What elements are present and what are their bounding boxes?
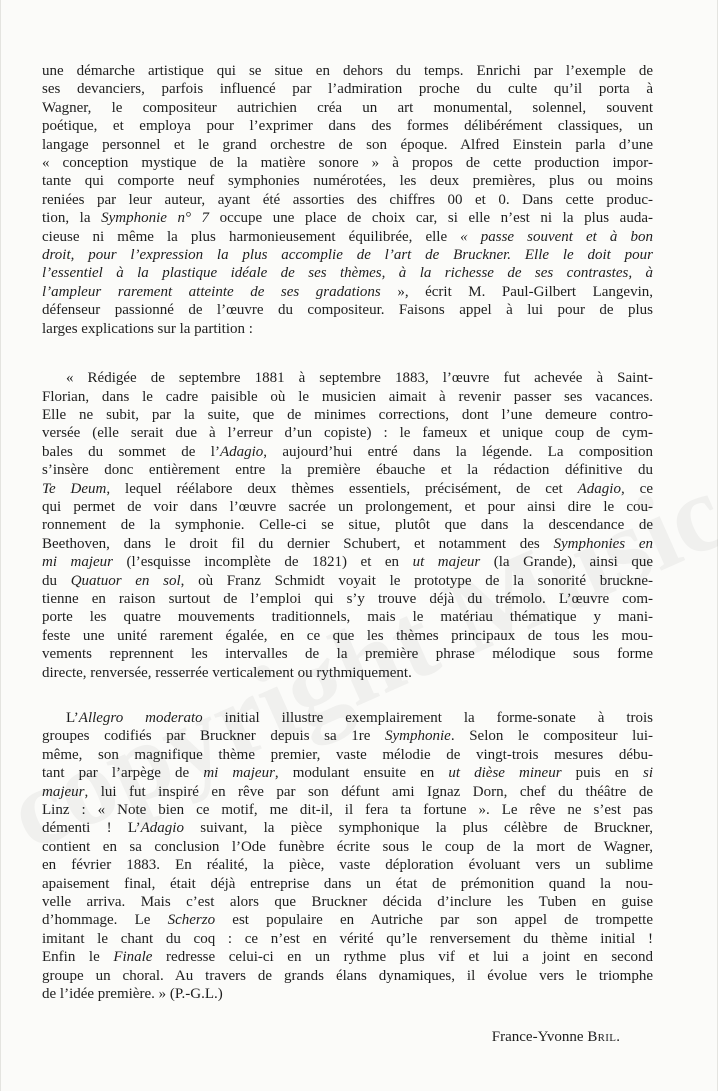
text-line: tion, la Symphonie n° 7 occupe une place de choix car, si elle n’est ni la plus auda- <box>42 210 653 227</box>
text-line: Linz : « Note bien ce motif, me dit-il, il fera ta fortune ». Le rêve ne s’est pas <box>42 802 653 819</box>
author-last-name: Bril <box>587 1029 617 1045</box>
text-line: de l’idée première. » (P.-G.L.) <box>42 986 223 1003</box>
text-line: du Quatuor en sol, où Franz Schmidt voyait le prototype de la sonorité bruckne- <box>42 572 654 589</box>
text-line: imitant le chant du coq : ce n’est en vérité qu’le renversement du thème initial ! <box>42 930 653 947</box>
text-line: groupes codifiés par Bruckner depuis sa 1re Symphonie. Selon le compositeur lui- <box>42 728 653 745</box>
text-line: Enfin le Finale redresse celui-ci en un rythme plus vif et lui a joint en second <box>42 949 653 966</box>
text-line: Wagner, le compositeur autrichien créa un art monumental, solennel, souvent <box>42 99 653 116</box>
text-line: L’Allegro moderato initial illustre exemplairement la forme-sonate à trois <box>66 710 653 726</box>
text-line: velle arriva. Mais c’est alors que Bruckner décida d’inclure les Tuben en guise <box>42 894 653 911</box>
text-line: l’ampleur rarement atteinte de ses gradations », écrit M. Paul-Gilbert Langevin, <box>42 283 654 300</box>
signature-period: . <box>616 1029 620 1045</box>
text-line: larges explications sur la partition : <box>42 320 253 337</box>
text-line: ses devanciers, parfois influencé par l’admiration proche du culte qu’il porta à <box>42 81 653 98</box>
text-line: Beethoven, dans le droit fil du dernier Schubert, et notamment des Symphonies en <box>42 535 653 552</box>
text-line: feste une unité rarement égalée, en ce que les thèmes principaux de tous les mou- <box>42 627 653 644</box>
text-line: l’essentiel à la plastique idéale de ses thèmes, à la richesse de ses contrastes, à <box>42 265 653 282</box>
author-first-name: France-Yvonne <box>491 1029 588 1045</box>
paragraph-gap <box>42 338 653 369</box>
text-line: droit, pour l’expression la plus accomplie de l’art de Bruckner. Elle le doit pour <box>42 247 653 264</box>
paragraph-quote <box>42 369 653 682</box>
text-line: versée (elle serait due à l’erreur d’un copiste) : le fameux et unique coup de cym- <box>42 425 653 442</box>
text-line: majeur, lui fut inspiré en rêve par son défunt ami Ignaz Dorn, chef du théâtre de <box>42 783 653 800</box>
text-line: bales du sommet de l’Adagio, aujourd’hui entré dans la légende. La composition <box>42 443 653 460</box>
text-line: « Rédigée de septembre 1881 à septembre 1883, l’œuvre fut achevée à Saint- <box>66 370 653 387</box>
text-line: tante qui comporte neuf symphonies numérotées, les deux premières, plus ou moins <box>42 173 653 190</box>
text-line: tant par l’arpège de mi majeur, modulant ensuite en ut dièse mineur puis en si <box>42 765 654 782</box>
text-line: langage personnel et le grand orchestre de son époque. Alfred Einstein parla d’une <box>42 136 653 153</box>
text-line: qui permet de voir dans l’œuvre sacrée un prolongement, et pour ainsi dire le cou- <box>42 498 653 515</box>
text-line: contient en sa conclusion l’Ode funèbre écrite sous le coup de la mort de Wagner, <box>42 838 653 855</box>
text-line: s’insère donc entièrement entre la première ébauche et la rédaction définitive du <box>42 462 653 479</box>
text-line: défenseur passionné de l’œuvre du compositeur. Faisons appel à lui pour de plus <box>42 302 653 319</box>
text-line: apaisement final, était déjà entreprise dans un état de prémonition quand la nou- <box>42 875 653 892</box>
text-line: vements reprennent les intervalles de la première phrase mélodique sous forme <box>42 646 653 663</box>
document-page <box>42 62 653 1004</box>
paragraph-intro <box>42 62 653 338</box>
text-line: reniées par leur auteur, ayant été assorties des chiffres 00 et 0. Dans cette produc- <box>42 191 653 208</box>
text-line: tienne en raison surtout de l’emploi qui s’y trouve déjà du trémolo. L’œuvre com- <box>42 590 653 607</box>
text-line: directe, renversée, resserrée verticalement ou rythmiquement. <box>42 664 412 681</box>
text-line: poétique, et employa pour l’exprimer dans des formes délibérément classiques, un <box>42 118 653 135</box>
author-signature <box>492 1029 620 1046</box>
text-line: une démarche artistique qui se situe en dehors du temps. Enrichi par l’exemple de <box>42 63 653 79</box>
text-line: même, son magnifique thème premier, vaste mélodie de vingt-trois mesures débu- <box>42 746 653 763</box>
text-line: ronnement de la symphonie. Celle-ci se situe, plutôt que dans la descendance de <box>42 517 653 534</box>
text-line: porte les quatre mouvements traditionnels, mais le matériau thématique y mani- <box>42 609 653 626</box>
text-line: groupe un choral. Au travers de grands élans dynamiques, il évolue vers le triomphe <box>42 967 653 984</box>
text-line: mi majeur (l’esquisse incomplète de 1821) et en ut majeur (la Grande), ainsi que <box>42 554 654 571</box>
paragraph-analysis <box>42 709 653 1004</box>
text-line: cieuse ni même la plus harmonieusement équilibrée, elle « passe souvent et à bon <box>42 228 653 245</box>
text-line: en février 1883. En réalité, la pièce, vaste déploration évoluant vers un sublime <box>42 857 653 874</box>
page-edge-left <box>0 0 1 1091</box>
text-line: Te Deum, lequel réélabore deux thèmes essentiels, précisément, de cet Adagio, ce <box>42 480 653 497</box>
text-line: Elle ne subit, par la suite, que de minimes corrections, dont l’une demeure contro- <box>42 406 653 423</box>
paragraph-gap <box>42 682 653 709</box>
text-line: démenti ! L’Adagio suivant, la pièce symphonique la plus célèbre de Bruckner, <box>42 820 654 837</box>
text-line: « conception mystique de la matière sonore » à propos de cette production impor- <box>42 155 653 172</box>
text-line: Florian, dans le cadre paisible où le musicien aimait à revenir passer ses vacances. <box>42 388 653 405</box>
text-line: d’hommage. Le Scherzo est populaire en Autriche par son appel de trompette <box>42 912 653 929</box>
